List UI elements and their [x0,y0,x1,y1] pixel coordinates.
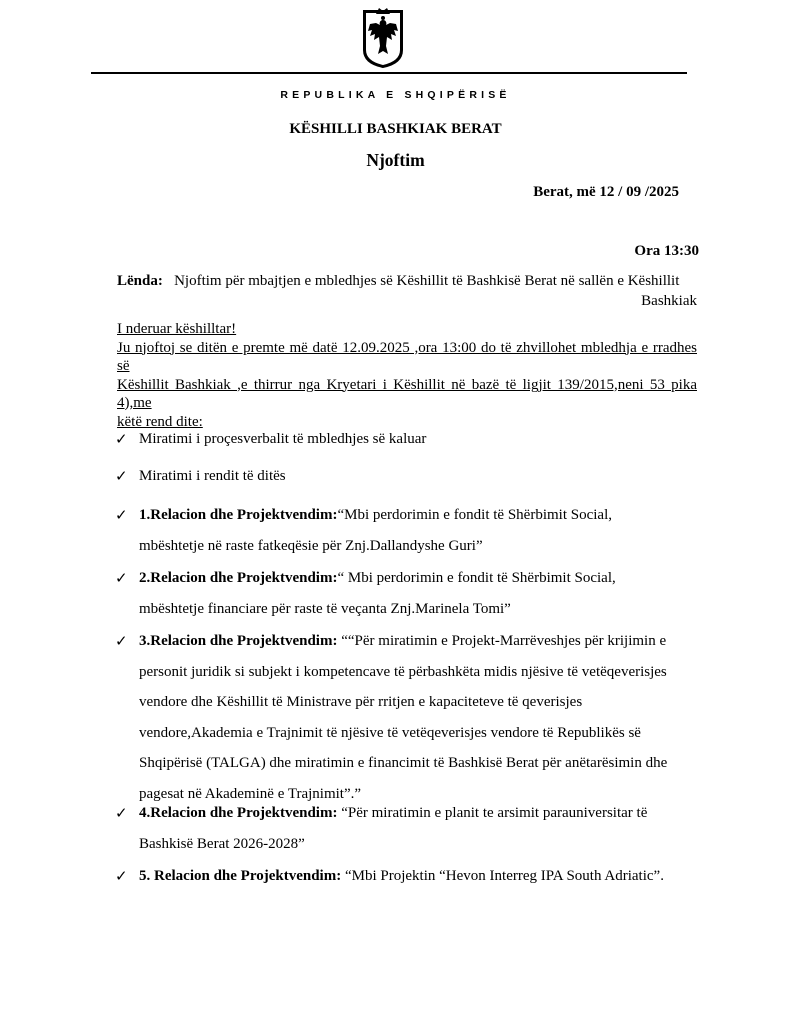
agenda-item: Miratimi i proçesverbalit të mbledhjes së kaluar [139,431,427,447]
greeting: I nderuar këshilltar! [117,321,237,337]
agenda-item: 3.Relacion dhe Projektvendim: ““Për miratimin e Projekt-Marrëveshjes për krijimin e personit juridik si subjekt i kompetencave të përbashkëta midis njësive të vetëqeverisjes vendore dhe Këshillit të Ministrave për rritjen e kapaciteteve të qeverisjes vendore,Akademia e Trajnimit të njësive të vetëqeverisjes vendore të Republikës së Shqipërisë (TALGA) dhe miratimin e financimit të Bashkisë Berat për anëtarësimin dhe pagesat në Akademinë e Trajnimit”.” [139,633,668,802]
agenda-item: 5. Relacion dhe Projektvendim: “Mbi Projektin “Hevon Interreg IPA South Adriatic”. [139,868,664,884]
body-line: Ju njoftoj se ditën e premte më datë 12.09.2025 ,ora 13:00 do të zhvillohet mbledhja e rradhes së [117,339,697,374]
checkmark-icon: ✓ [115,432,128,448]
notice-title: Njoftim [366,150,425,170]
agenda-item: 2.Relacion dhe Projektvendim:“ Mbi perdorimin e fondit të Shërbimit Social, mbështetje financiare për raste të veçanta Znj.Marinela Tomi” [139,570,616,617]
agenda-item: 1.Relacion dhe Projektvendim:“Mbi perdorimin e fondit të Shërbimit Social, mbështetje në raste fatkeqësie për Znj.Dallandyshe Guri” [139,507,613,554]
checkmark-icon: ✓ [115,469,128,485]
header-divider [91,72,687,74]
subject-line-2: Bashkiak [641,293,697,309]
albania-coat-of-arms-emblem [360,4,406,70]
date-line: Berat, më 12 / 09 /2025 [533,184,679,200]
agenda-item: 4.Relacion dhe Projektvendim: “Për miratimin e planit te arsimit parauniversitar të Bashkisë Berat 2026-2028” [139,805,648,852]
checkmark-icon: ✓ [115,508,128,524]
subject-text: Njoftim për mbajtjen e mbledhjes së Këshillit të Bashkisë Berat në sallën e Këshillit [174,273,680,289]
subject-line-1 [117,271,697,291]
agenda-item: Miratimi i rendit të ditës [139,468,286,484]
checkmark-icon: ✓ [115,634,128,650]
subject-block [117,271,697,311]
council-heading: KËSHILLI BASHKIAK BERAT [289,121,502,137]
checkmark-icon: ✓ [115,869,128,885]
body-line: Këshillit Bashkiak ,e thirrur nga Kryetari i Këshillit në bazë të ligjit 139/2015,neni 53 pika 4),me [117,376,697,411]
checkmark-icon: ✓ [115,571,128,587]
time-line: Ora 13:30 [634,243,699,259]
body-paragraph [117,320,697,431]
checkmark-icon: ✓ [115,806,128,822]
subject-label: Lënda: [117,273,163,289]
republic-heading: REPUBLIKA E SHQIPËRISË [280,89,511,101]
body-line: këtë rend dite: [117,413,203,430]
